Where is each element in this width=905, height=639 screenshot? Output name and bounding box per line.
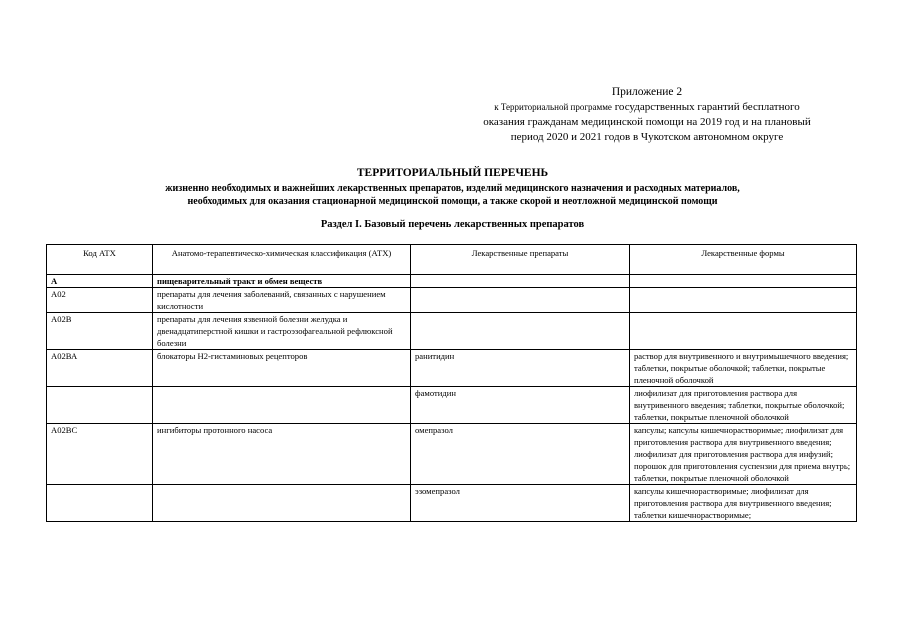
- appendix-line: период 2020 и 2021 годов в Чукотском автономном округе: [510, 131, 784, 143]
- cell-class: препараты для лечения заболеваний, связанных с нарушением кислотности: [153, 288, 411, 313]
- cell-drug: омепразол: [411, 424, 630, 485]
- table-row: [47, 313, 857, 350]
- cell-code: [47, 485, 153, 522]
- cell-code: [47, 387, 153, 424]
- cell-forms: лиофилизат для приготовления раствора для внутривенного введения; таблетки, покрытые оболочкой; таблетки, покрытые пленочной оболочкой: [630, 387, 857, 424]
- document-title: ТЕРРИТОРИАЛЬНЫЙ ПЕРЕЧЕНЬ: [356, 167, 549, 179]
- cell-class: [153, 485, 411, 522]
- appendix-block: [427, 85, 867, 145]
- cell-code: А02: [47, 288, 153, 313]
- cell-drug: [411, 275, 630, 288]
- section-title: Раздел I. Базовый перечень лекарственных препаратов: [320, 219, 585, 230]
- cell-forms: [630, 275, 857, 288]
- cell-class: [153, 387, 411, 424]
- table-row: [47, 275, 857, 288]
- cell-code: А02В: [47, 313, 153, 350]
- document-subtitle: [0, 182, 905, 208]
- subtitle-line-1: жизненно необходимых и важнейших лекарственных препаратов, изделий медицинского назначения и расходных материалов,: [165, 183, 740, 194]
- cell-class: блокаторы Н2-гистаминовых рецепторов: [153, 350, 411, 387]
- table-header-row: [47, 245, 857, 275]
- header-drugs: Лекарственные препараты: [411, 245, 630, 275]
- cell-forms: капсулы кишечнорастворимые; лиофилизат для приготовления раствора для внутривенного введения; таблетки кишечнорастворимые;: [630, 485, 857, 522]
- cell-forms: [630, 313, 857, 350]
- cell-code: А02ВС: [47, 424, 153, 485]
- cell-drug: [411, 313, 630, 350]
- cell-code: А: [47, 275, 153, 288]
- cell-forms: раствор для внутривенного и внутримышечного введения; таблетки, покрытые оболочкой; таблетки, покрытые пленочной оболочкой: [630, 350, 857, 387]
- cell-drug: [411, 288, 630, 313]
- appendix-prefix: к Территориальной программе: [494, 102, 612, 112]
- cell-drug: фамотидин: [411, 387, 630, 424]
- cell-drug: ранитидин: [411, 350, 630, 387]
- cell-class: ингибиторы протонного насоса: [153, 424, 411, 485]
- table-row: [47, 485, 857, 522]
- cell-forms: капсулы; капсулы кишечнорастворимые; лиофилизат для приготовления раствора для внутривенного введения; лиофилизат для приготовления раствора для инфузий; порошок для приготовления суспензии для приема внутрь; таблетки, покрытые пленочной оболочкой: [630, 424, 857, 485]
- header-forms: Лекарственные формы: [630, 245, 857, 275]
- header-atc-code: Код АТХ: [47, 245, 153, 275]
- cell-class: препараты для лечения язвенной болезни желудка и двенадцатиперстной кишки и гастроэзофагеальной рефлюксной болезни: [153, 313, 411, 350]
- cell-drug: эзомепразол: [411, 485, 630, 522]
- table-row: [47, 424, 857, 485]
- cell-forms: [630, 288, 857, 313]
- table-row: [47, 387, 857, 424]
- subtitle-line-2: необходимых для оказания стационарной медицинской помощи, а также скорой и неотложной медицинской помощи: [187, 196, 718, 207]
- appendix-line-rest: государственных гарантий бесплатного: [611, 101, 800, 113]
- cell-code: А02ВА: [47, 350, 153, 387]
- table-row: [47, 288, 857, 313]
- appendix-line: оказания гражданам медицинской помощи на 2019 год и на плановый: [483, 116, 811, 128]
- table-row: [47, 350, 857, 387]
- appendix-line: [427, 100, 867, 115]
- drug-list-table: [46, 244, 857, 522]
- header-atc-class: Анатомо-терапевтическо-химическая классификация (АТХ): [153, 245, 411, 275]
- cell-class: пищеварительный тракт и обмен веществ: [153, 275, 411, 288]
- appendix-title: Приложение 2: [611, 86, 683, 98]
